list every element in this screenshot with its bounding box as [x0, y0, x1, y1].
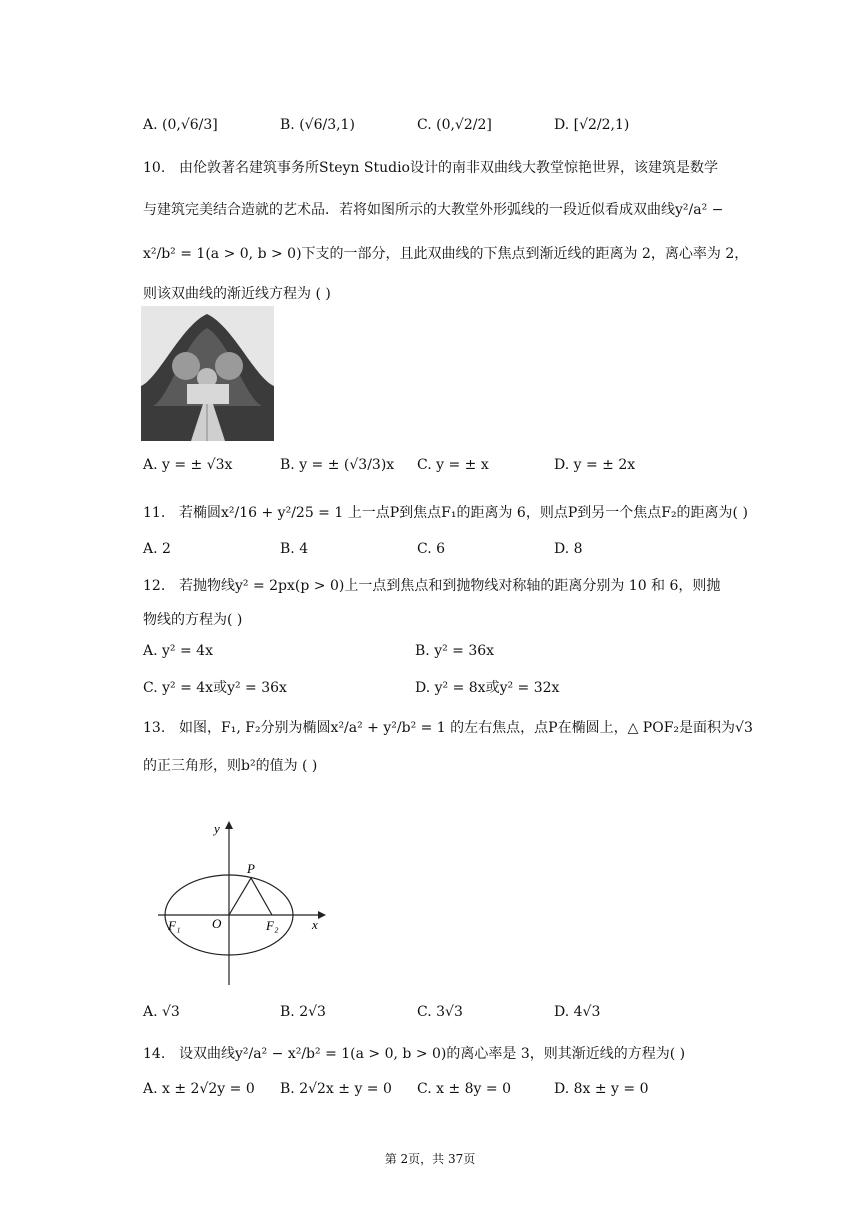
- origin-label: O: [212, 916, 222, 931]
- q13-number: 13.: [143, 720, 166, 736]
- q13-option-c: C. 3√3: [417, 1004, 463, 1020]
- triangle-pof2: [229, 878, 272, 915]
- ellipse-diagram: [150, 817, 340, 987]
- q14-option-b: B. 2√2x ± y = 0: [280, 1081, 392, 1097]
- q10-option-a: A. y = ± √3x: [143, 457, 233, 473]
- q10-line4: 则该双曲线的渐近线方程为 ( ): [143, 286, 331, 302]
- q12-option-b: B. y² = 36x: [415, 643, 495, 659]
- focus-f1-label: F₁: [168, 918, 181, 933]
- q13-option-a: A. √3: [143, 1004, 180, 1020]
- q11-number: 11.: [143, 505, 166, 521]
- x-axis-arrow: [318, 911, 326, 919]
- q9-option-b: B. (√6/3,1): [280, 117, 355, 133]
- page-footer: 第 2页，共 37页: [384, 1152, 476, 1166]
- q10-option-c: C. y = ± x: [417, 457, 489, 473]
- q10-number: 10.: [143, 160, 166, 176]
- q10-option-b: B. y = ± (√3/3)x: [280, 457, 395, 473]
- q13-options: [143, 1004, 753, 1020]
- q12-options-row1: [143, 643, 753, 659]
- q12-number: 12.: [143, 578, 166, 594]
- point-p-label: P: [247, 861, 255, 876]
- q9-option-a: A. (0,√6/3]: [143, 117, 218, 133]
- focus-f2-label: F₂: [266, 918, 279, 933]
- q13-option-b: B. 2√3: [280, 1004, 326, 1020]
- q12-option-d: D. y² = 8x或y² = 32x: [415, 680, 560, 696]
- q13-option-d: D. 4√3: [554, 1004, 601, 1020]
- q14-text: 14. 设双曲线y²/a² − x²/b² = 1(a > 0, b > 0)的离心率是 3，则其渐近线的方程为( ): [143, 1046, 686, 1062]
- q11-option-d: D. 8: [554, 541, 583, 557]
- q11-option-c: C. 6: [417, 541, 446, 557]
- q12-line1: 12. 若抛物线y² = 2px(p > 0)上一点到焦点和到抛物线对称轴的距离分别为 10 和 6，则抛: [143, 578, 721, 594]
- q13-line1: 13. 如图，F₁, F₂分别为椭圆x²/a² + y²/b² = 1 的左右焦点，点P在椭圆上，△ POF₂是面积为√3: [143, 720, 753, 736]
- q11-option-a: A. 2: [143, 541, 171, 557]
- q10-option-d: D. y = ± 2x: [554, 457, 636, 473]
- q10-line3: x²/b² = 1(a > 0, b > 0)下支的一部分，且此双曲线的下焦点到渐近线的距离为 2，离心率为 2，: [143, 246, 749, 262]
- q14-option-c: C. x ± 8y = 0: [417, 1081, 511, 1097]
- q14-options: [143, 1081, 753, 1097]
- y-axis-arrow: [225, 821, 233, 829]
- q12-option-a: A. y² = 4x: [143, 643, 213, 659]
- y-axis-label: y: [214, 821, 220, 836]
- q11-options: [143, 541, 753, 557]
- x-axis-label: x: [312, 917, 318, 932]
- q13-line2: 的正三角形，则b²的值为 ( ): [143, 758, 318, 774]
- q10-line1: 10. 由伦敦著名建筑事务所Steyn Studio设计的南非双曲线大教堂惊艳世界，该建筑是数学: [143, 160, 718, 176]
- q11-option-b: B. 4: [280, 541, 309, 557]
- q12-line2: 物线的方程为( ): [143, 612, 243, 628]
- q14-number: 14.: [143, 1046, 166, 1062]
- q9-option-c: C. (0,√2/2]: [417, 117, 492, 133]
- q12-options-row2: [143, 677, 753, 697]
- q9-option-d: D. [√2/2,1): [554, 117, 630, 133]
- q12-option-c: C. y² = 4x或y² = 36x: [143, 680, 287, 696]
- cathedral-photo: [141, 306, 274, 441]
- q14-option-d: D. 8x ± y = 0: [554, 1081, 649, 1097]
- q9-options: [143, 117, 753, 133]
- q14-option-a: A. x ± 2√2y = 0: [143, 1081, 255, 1097]
- q11-text: 11. 若椭圆x²/16 + y²/25 = 1 上一点P到焦点F₁的距离为 6，则点P到另一个焦点F₂的距离为( ): [143, 505, 748, 521]
- q10-line2: 与建筑完美结合造就的艺术品．若将如图所示的大教堂外形弧线的一段近似看成双曲线y²/a² −: [143, 202, 724, 218]
- q10-options: [143, 457, 753, 473]
